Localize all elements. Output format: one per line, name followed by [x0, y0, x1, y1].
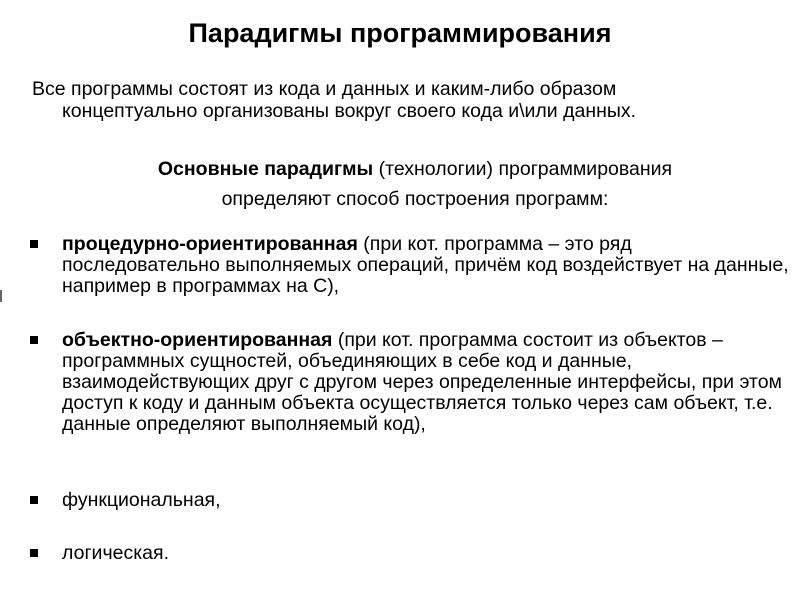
intro-line-1: Все программы состоят из кода и данных и каким-либо образом — [32, 78, 617, 100]
list-item-rest: логическая. — [62, 542, 169, 564]
list-item-text — [62, 234, 790, 297]
bullet-square-icon — [30, 336, 38, 344]
list-item-text — [62, 330, 790, 435]
list-item-bold: объектно-ориентированная — [62, 329, 333, 351]
bullet-square-icon — [30, 240, 38, 248]
list-item-bold: процедурно-ориентированная — [62, 233, 358, 255]
bullet-square-icon — [30, 496, 38, 504]
edge-mark — [0, 290, 2, 302]
bullet-square-icon — [30, 549, 38, 557]
list-item-rest: функциональная, — [62, 489, 221, 511]
list-item-text — [62, 490, 790, 511]
paradigms-heading-rest: (технологии) программирования — [373, 158, 673, 180]
list-item-rest: (при кот. программа – это ряд последовательно выполняемых операций, причём код воздействует на данные, например в программах на С), — [62, 233, 789, 297]
list-item-text — [62, 543, 790, 564]
paradigms-heading-line-2: определяют способ построения программ: — [221, 188, 609, 210]
intro-line-2: концептуально организованы вокруг своего кода и\или данных. — [62, 100, 637, 122]
list-item-rest: (при кот. программа состоит из объектов – программных сущностей, объединяющих в себе код и данные, взаимодействующих друг с другом через определенные интерфейсы, при этом доступ к коду и данным объекта осуществляется только через сам объект, т.е. данные определяют выполняемый код), — [62, 329, 782, 435]
slide-title: Парадигмы программирования — [188, 18, 612, 48]
paradigms-heading-bold: Основные парадигмы — [157, 158, 374, 180]
